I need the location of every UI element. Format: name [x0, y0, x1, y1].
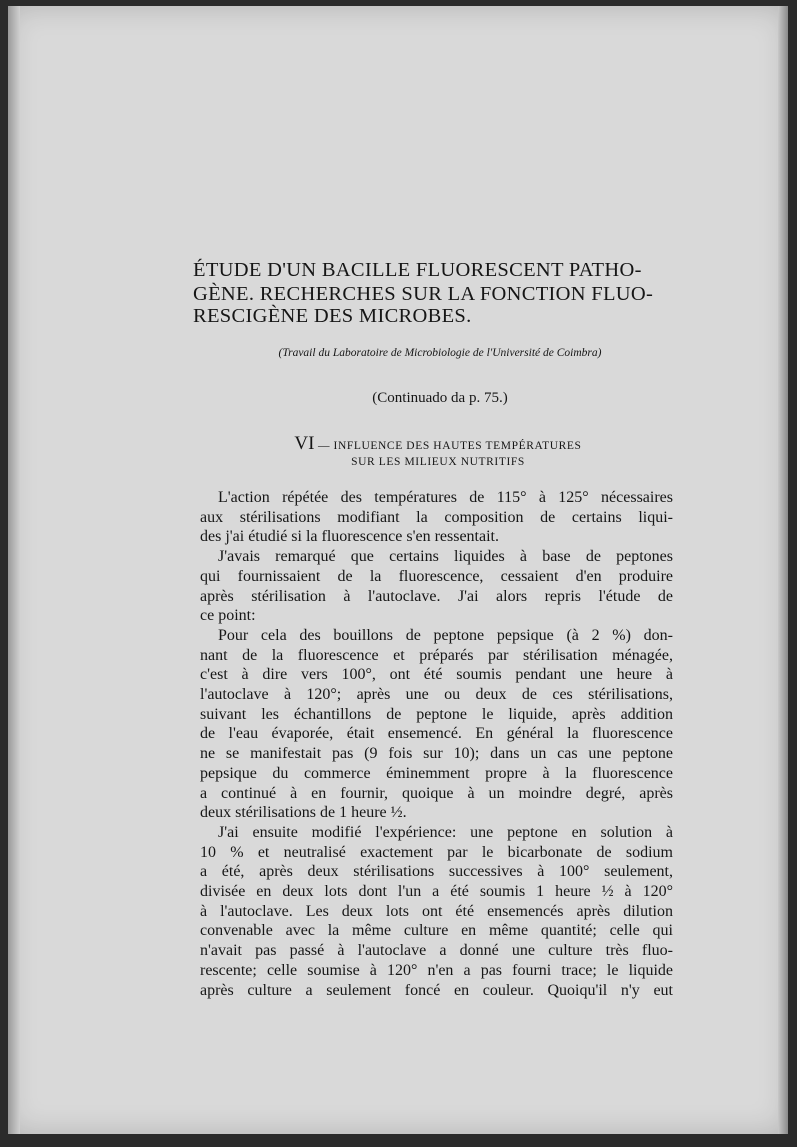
body-line: convenable avec la même culture en même quantité; celle qui	[200, 922, 673, 940]
body-line: ce point:	[200, 607, 256, 625]
article-title-line-1: ÉTUDE D'UN BACILLE FLUORESCENT PATHO-	[193, 259, 642, 281]
body-line: n'avait pas passé à l'autoclave a donné une culture très fluo-	[200, 942, 673, 960]
section-number: VI	[294, 433, 315, 454]
body-line: deux stérilisations de 1 heure ½.	[200, 804, 407, 822]
body-line: des j'ai étudié si la fluorescence s'en ressentait.	[200, 528, 499, 546]
section-heading-line-2: SUR LES MILIEUX NUTRITIFS	[351, 456, 525, 468]
body-line: l'autoclave à 120°; après une ou deux de ces stérilisations,	[200, 686, 673, 703]
section-dash: —	[314, 440, 334, 452]
body-line: c'est à dire vers 100°, ont été soumis pendant une heure à	[200, 666, 673, 684]
section-heading	[238, 433, 638, 455]
article-title-line-2: GÈNE. RECHERCHES SUR LA FONCTION FLUO-	[193, 283, 654, 305]
article-title-line-3: RESCIGÈNE DES MICROBES.	[193, 305, 472, 327]
body-line: aux stérilisations modifiant la composition de certains liqui-	[200, 508, 673, 526]
body-line: J'ai ensuite modifié l'expérience: une peptone en solution à	[218, 823, 673, 841]
body-line: a été, après deux stérilisations successives à 100° seulement,	[200, 863, 673, 881]
body-line: nant de la fluorescence et préparés par stérilisation ménagée,	[200, 646, 673, 664]
body-line: L'action répétée des températures de 115° à 125° nécessaires	[218, 489, 673, 506]
body-line: 10 % et neutralisé exactement par le bicarbonate de sodium	[200, 843, 673, 861]
body-line: qui fournissaient de la fluorescence, cessaient d'en produire	[200, 567, 673, 585]
page-gutter	[8, 6, 20, 1134]
page-edge	[778, 6, 788, 1134]
section-heading-line-1: INFLUENCE DES HAUTES TEMPÉRATURES	[333, 440, 582, 452]
body-line: Pour cela des bouillons de peptone pepsique (à 2 %) don-	[218, 626, 673, 644]
continuation-note: (Continuado da p. 75.)	[372, 390, 508, 406]
article-subtitle: (Travail du Laboratoire de Microbiologie de l'Université de Coimbra)	[278, 347, 602, 359]
body-line: après stérilisation à l'autoclave. J'ai alors repris l'étude de	[200, 587, 673, 605]
body-line: pepsique du commerce éminemment propre à la fluorescence	[200, 764, 673, 782]
body-line: après culture a seulement foncé en couleur. Quoiqu'il n'y eut	[200, 981, 673, 999]
body-line: suivant les échantillons de peptone le liquide, après addition	[200, 705, 673, 723]
body-line: de l'eau évaporée, était ensemencé. En général la fluorescence	[200, 725, 673, 743]
body-line: J'avais remarqué que certains liquides à base de peptones	[218, 548, 673, 566]
body-line: rescente; celle soumise à 120° n'en a pas fourni trace; le liquide	[200, 961, 673, 979]
body-line: a continué à en fournir, quoique à un moindre degré, après	[200, 784, 673, 802]
body-line: ne se manifestait pas (9 fois sur 10); dans un cas une peptone	[200, 745, 673, 763]
body-line: divisée en deux lots dont l'un a été soumis 1 heure ½ à 120°	[200, 883, 673, 900]
body-line: à l'autoclave. Les deux lots ont été ensemencés après dilution	[200, 902, 673, 920]
